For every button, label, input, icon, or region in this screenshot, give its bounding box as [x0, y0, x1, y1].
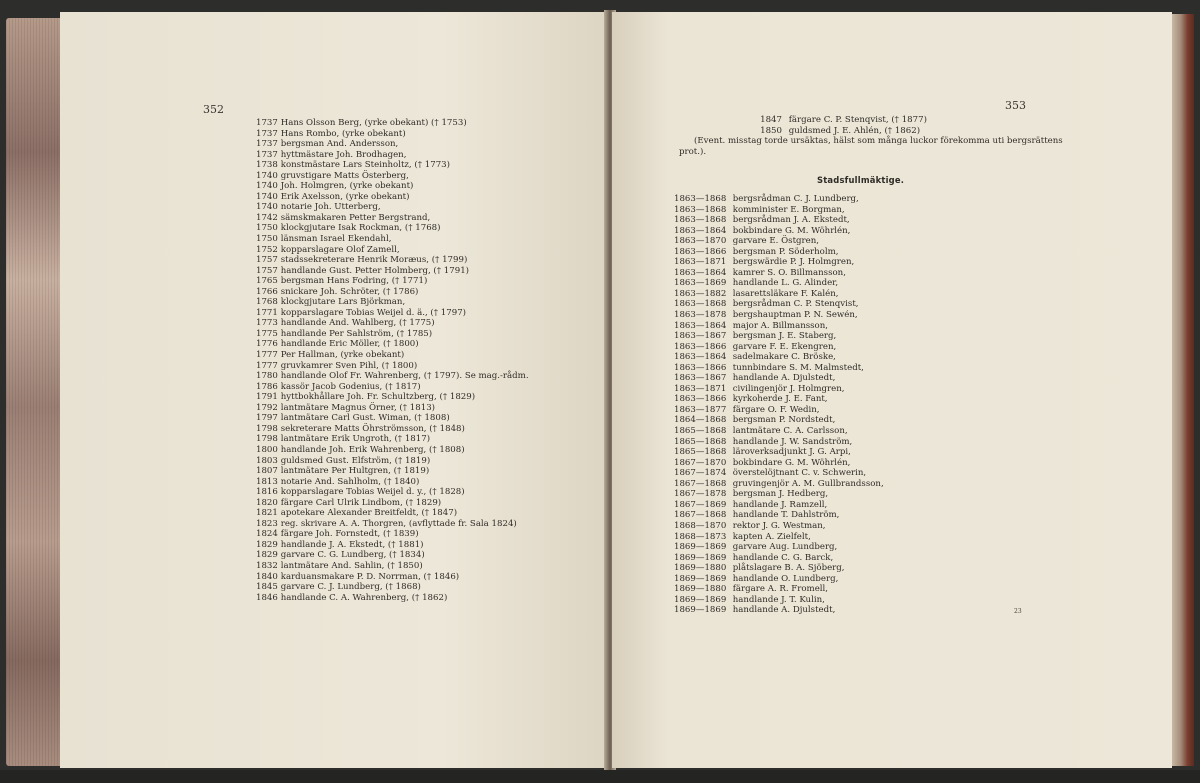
list-entry [256, 550, 529, 561]
list-entry [256, 202, 529, 213]
entry-text: karduansmakare P. D. Norrman, († 1846) [280, 571, 460, 582]
entry-text: handlande C. A. Wahrenberg, († 1862) [280, 592, 448, 603]
entry-year: 1869—1880 [674, 584, 727, 595]
list-entry [256, 150, 529, 161]
entry-year: 1850 [760, 125, 782, 136]
entry-year: 1792 [256, 402, 278, 413]
entry-year: 1867—1874 [674, 468, 727, 479]
note-line-2: prot.). [679, 147, 707, 157]
entry-year: 1863—1868 [674, 204, 727, 215]
entry-text: handlande C. G. Barck, [732, 552, 834, 563]
entry-year: 1863—1864 [674, 267, 727, 278]
entry-year: 1869—1869 [674, 594, 727, 605]
entry-text: handlande L. G. Alinder, [732, 278, 839, 289]
list-entry [256, 287, 529, 298]
list-entry [256, 160, 529, 171]
list-entry [256, 572, 529, 583]
left-entry-list [256, 118, 529, 603]
list-entry [674, 510, 884, 521]
right-page [612, 12, 1172, 768]
entry-text: handlande Per Sahlström, († 1785) [280, 328, 433, 339]
entry-text: handlande T. Dahlström, [732, 510, 840, 521]
entry-year: 1840 [256, 571, 278, 582]
entry-text: hyttmästare Joh. Brodhagen, [280, 149, 407, 160]
entry-year: 1813 [256, 476, 278, 487]
entry-text: kopparslagare Olof Zamell, [280, 244, 400, 255]
entry-year: 1797 [256, 413, 278, 424]
entry-text: guldsmed J. E. Ahlén, († 1862) [788, 125, 921, 136]
list-entry [674, 310, 884, 321]
list-entry [674, 236, 884, 247]
list-entry [256, 466, 529, 477]
list-entry [256, 434, 529, 445]
entry-year: 1798 [256, 423, 278, 434]
entry-text: lantmätare And. Sahlin, († 1850) [280, 560, 423, 571]
entry-year: 1816 [256, 487, 278, 498]
section-heading: Stadsfullmäktige. [817, 175, 905, 185]
left-page [60, 12, 608, 768]
left-page-number: 352 [203, 103, 224, 116]
list-entry [730, 115, 927, 126]
entry-text: snickare Joh. Schröter, († 1786) [280, 286, 419, 297]
right-top-entry-list [730, 115, 927, 136]
list-entry [674, 468, 884, 479]
list-entry [256, 424, 529, 435]
entry-text: lantmätare Magnus Örner, († 1813) [280, 402, 436, 413]
entry-text: lantmätare Carl Gust. Wiman, († 1808) [280, 413, 450, 424]
entry-text: Joh. Holmgren, (yrke obekant) [280, 181, 414, 192]
list-entry [674, 426, 884, 437]
entry-text: garvare Aug. Lundberg, [732, 542, 838, 553]
entry-year: 1863—1866 [674, 394, 727, 405]
list-entry [256, 329, 529, 340]
list-entry [674, 553, 884, 564]
entry-text: guldsmed Gust. Elfström, († 1819) [280, 455, 431, 466]
entry-year: 1752 [256, 244, 278, 255]
entry-text: bergsrådman J. A. Ekstedt, [732, 215, 850, 226]
entry-text: garvare E. Östgren, [732, 236, 819, 247]
entry-year: 1750 [256, 223, 278, 234]
entry-text: garvare F. E. Ekengren, [732, 341, 837, 352]
entry-text: hyttbokhållare Joh. Fr. Schultzberg, († 1829) [280, 392, 476, 403]
entry-text: bergswärdie P. J. Holmgren, [732, 257, 855, 268]
list-entry [674, 257, 884, 268]
entry-text: bokbindare G. M. Wöhrlén, [732, 225, 851, 236]
entry-text: bergsrådman C. P. Stenqvist, [732, 299, 859, 310]
list-entry [256, 519, 529, 530]
entry-text: kyrkoherde J. E. Fant, [732, 394, 828, 405]
entry-year: 1742 [256, 212, 278, 223]
entry-text: Per Hallman, (yrke obekant) [280, 350, 405, 361]
entry-text: gruvstigare Matts Österberg, [280, 170, 409, 181]
list-entry [256, 223, 529, 234]
list-entry [674, 521, 884, 532]
entry-year: 1820 [256, 497, 278, 508]
entry-year: 1757 [256, 255, 278, 266]
list-entry [256, 508, 529, 519]
entry-year: 1863—1867 [674, 331, 727, 342]
list-entry [256, 118, 529, 129]
entry-year: 1863—1866 [674, 341, 727, 352]
list-entry [674, 373, 884, 384]
entry-year: 1780 [256, 371, 278, 382]
list-entry [256, 561, 529, 572]
entry-text: handlande J. A. Ekstedt, († 1881) [280, 539, 424, 550]
entry-year: 1869—1869 [674, 605, 727, 616]
entry-year: 1829 [256, 550, 278, 561]
entry-text: handlande And. Wahlberg, († 1775) [280, 318, 435, 329]
entry-year: 1737 [256, 128, 278, 139]
background-strip [0, 770, 1200, 783]
list-entry [256, 445, 529, 456]
entry-text: handlande Joh. Erik Wahrenberg, († 1808) [280, 444, 465, 455]
entry-text: lasarettsläkare F. Kalén, [732, 288, 839, 299]
entry-text: komminister E. Borgman, [732, 204, 845, 215]
entry-year: 1869—1880 [674, 563, 727, 574]
list-entry [256, 276, 529, 287]
entry-year: 1863—1868 [674, 299, 727, 310]
entry-year: 1869—1869 [674, 542, 727, 553]
list-entry [674, 532, 884, 543]
entry-year: 1777 [256, 350, 278, 361]
entry-year: 1798 [256, 434, 278, 445]
entry-text: färgare Joh. Fornstedt, († 1839) [280, 529, 419, 540]
entry-text: kamrer S. O. Billmansson, [732, 267, 846, 278]
list-entry [256, 593, 529, 604]
entry-year: 1863—1870 [674, 236, 727, 247]
entry-year: 1863—1878 [674, 310, 727, 321]
list-entry [674, 605, 884, 616]
list-entry [674, 415, 884, 426]
entry-text: kopparslagare Tobias Weijel d. y., († 1828) [280, 487, 465, 498]
entry-text: handlande A. Djulstedt, [732, 605, 836, 616]
list-entry [256, 171, 529, 182]
entry-year: 1750 [256, 234, 278, 245]
entry-text: kopparslagare Tobias Weijel d. ä., († 1797) [280, 307, 467, 318]
entry-text: apotekare Alexander Breitfeldt, († 1847) [280, 508, 458, 519]
list-entry [256, 582, 529, 593]
list-entry [674, 595, 884, 606]
entry-text: handlande O. Lundberg, [732, 573, 839, 584]
entry-text: handlande J. W. Sandström, [732, 436, 853, 447]
list-entry [674, 437, 884, 448]
entry-text: garvare C. G. Lundberg, († 1834) [280, 550, 425, 561]
entry-year: 1773 [256, 318, 278, 329]
book-cover-edge [1172, 14, 1194, 766]
entry-text: Erik Axelsson, (yrke obekant) [280, 191, 410, 202]
list-entry [256, 318, 529, 329]
entry-year: 1863—1864 [674, 225, 727, 236]
entry-year: 1800 [256, 444, 278, 455]
entry-year: 1867—1868 [674, 510, 727, 521]
list-entry [674, 205, 884, 216]
entry-year: 1865—1868 [674, 447, 727, 458]
entry-text: major A. Billmansson, [732, 320, 828, 331]
entry-year: 1766 [256, 286, 278, 297]
entry-text: sämskmakaren Petter Bergstrand, [280, 212, 431, 223]
entry-year: 1776 [256, 339, 278, 350]
list-entry [256, 297, 529, 308]
entry-text: Hans Rombo, (yrke obekant) [280, 128, 406, 139]
entry-text: lantmätare C. A. Carlsson, [732, 426, 848, 437]
entry-text: överstelöjtnant C. v. Schwerin, [732, 468, 867, 479]
entry-text: bergshauptman P. N. Sewén, [732, 310, 858, 321]
list-entry [674, 458, 884, 469]
list-entry [730, 126, 927, 137]
entry-text: bergsrådman C. J. Lundberg, [732, 194, 859, 204]
entry-text: handlande Olof Fr. Wahrenberg, († 1797). Se mag.-rådm. [280, 371, 529, 382]
entry-year: 1863—1871 [674, 383, 727, 394]
entry-year: 1868—1870 [674, 520, 727, 531]
list-entry [256, 456, 529, 467]
list-entry [256, 255, 529, 266]
list-entry [674, 299, 884, 310]
list-entry [256, 129, 529, 140]
list-entry [256, 477, 529, 488]
entry-text: bergsman And. Andersson, [280, 139, 399, 150]
list-entry [256, 213, 529, 224]
entry-text: färgare Carl Ulrik Lindbom, († 1829) [280, 497, 442, 508]
entry-text: bergsman P. Söderholm, [732, 246, 839, 257]
entry-year: 1738 [256, 160, 278, 171]
entry-year: 1807 [256, 466, 278, 477]
list-entry [674, 268, 884, 279]
entry-text: färgare C. P. Stenqvist, († 1877) [788, 115, 927, 125]
entry-year: 1777 [256, 360, 278, 371]
list-entry [674, 563, 884, 574]
list-entry [674, 500, 884, 511]
entry-text: handlande A. Djulstedt, [732, 373, 836, 384]
entry-year: 1737 [256, 118, 278, 128]
list-entry [674, 278, 884, 289]
entry-text: bokbindare G. M. Wöhrlén, [732, 457, 851, 468]
list-entry [256, 498, 529, 509]
entry-text: bergsman J. E. Staberg, [732, 331, 837, 342]
list-entry [674, 542, 884, 553]
entry-year: 1768 [256, 297, 278, 308]
entry-text: färgare A. R. Fromell, [732, 584, 829, 595]
entry-text: läroverksadjunkt J. G. Arpi, [732, 447, 851, 458]
entry-year: 1737 [256, 139, 278, 150]
list-entry [674, 363, 884, 374]
entry-year: 1846 [256, 592, 278, 603]
entry-text: gruvkamrer Sven Pihl, († 1800) [280, 360, 418, 371]
list-entry [256, 350, 529, 361]
list-entry [256, 245, 529, 256]
list-entry [256, 371, 529, 382]
entry-year: 1786 [256, 381, 278, 392]
list-entry [674, 479, 884, 490]
list-entry [674, 331, 884, 342]
entry-year: 1868—1873 [674, 531, 727, 542]
list-entry [256, 392, 529, 403]
entry-text: garvare C. J. Lundberg, († 1868) [280, 582, 421, 593]
entry-year: 1803 [256, 455, 278, 466]
list-entry [256, 529, 529, 540]
entry-text: stadssekreterare Henrik Moræus, († 1799) [280, 255, 468, 266]
entry-text: notarie And. Sahlholm, († 1840) [280, 476, 420, 487]
list-entry [674, 194, 884, 205]
entry-text: plåtslagare B. A. Sjöberg, [732, 563, 845, 574]
entry-year: 1863—1868 [674, 194, 727, 204]
list-entry [674, 489, 884, 500]
entry-year: 1775 [256, 328, 278, 339]
entry-year: 1863—1868 [674, 215, 727, 226]
book-page-edges [6, 18, 64, 766]
entry-year: 1740 [256, 191, 278, 202]
list-entry [674, 247, 884, 258]
list-entry [256, 339, 529, 350]
entry-year: 1740 [256, 181, 278, 192]
list-entry [256, 308, 529, 319]
entry-year: 1757 [256, 265, 278, 276]
list-entry [256, 487, 529, 498]
entry-year: 1821 [256, 508, 278, 519]
entry-text: länsman Israel Ekendahl, [280, 234, 392, 245]
entry-year: 1867—1868 [674, 478, 727, 489]
entry-year: 1863—1864 [674, 352, 727, 363]
note-line-1: (Event. misstag torde ursäktas, hälst som många luckor förekomma uti bergsrättens [694, 136, 1063, 146]
entry-text: handlande J. Ramzell, [732, 499, 828, 510]
entry-text: kassör Jacob Godenius, († 1817) [280, 381, 421, 392]
right-page-number: 353 [1005, 99, 1026, 112]
entry-year: 1863—1882 [674, 288, 727, 299]
list-entry [674, 394, 884, 405]
entry-year: 1771 [256, 307, 278, 318]
entry-year: 1867—1878 [674, 489, 727, 500]
entry-year: 1864—1868 [674, 415, 727, 426]
list-entry [256, 540, 529, 551]
entry-year: 1863—1871 [674, 257, 727, 268]
entry-year: 1869—1869 [674, 552, 727, 563]
list-entry [674, 574, 884, 585]
entry-text: handlande Gust. Petter Holmberg, († 1791) [280, 265, 470, 276]
list-entry [256, 192, 529, 203]
entry-text: civilingenjör J. Holmgren, [732, 383, 845, 394]
list-entry [674, 289, 884, 300]
entry-year: 1869—1869 [674, 573, 727, 584]
list-entry [674, 352, 884, 363]
entry-year: 1865—1868 [674, 436, 727, 447]
entry-year: 1829 [256, 539, 278, 550]
entry-text: kapten A. Zielfelt, [732, 531, 811, 542]
entry-text: notarie Joh. Utterberg, [280, 202, 381, 213]
entry-text: färgare O. F. Wedin, [732, 404, 820, 415]
entry-text: gruvingenjör A. M. Gullbrandsson, [732, 478, 884, 489]
entry-year: 1740 [256, 170, 278, 181]
entry-text: klockgjutare Lars Björkman, [280, 297, 406, 308]
printer-signature: 23 [1014, 608, 1022, 615]
list-entry [674, 405, 884, 416]
entry-year: 1863—1864 [674, 320, 727, 331]
stadsfullmaktige-list [674, 194, 884, 616]
entry-text: klockgjutare Isak Rockman, († 1768) [280, 223, 441, 234]
entry-text: bergsman Hans Fodring, († 1771) [280, 276, 428, 287]
list-entry [256, 139, 529, 150]
entry-year: 1765 [256, 276, 278, 287]
list-entry [256, 266, 529, 277]
entry-text: bergsman P. Nordstedt, [732, 415, 836, 426]
entry-year: 1863—1867 [674, 373, 727, 384]
entry-text: lantmätare Erik Ungroth, († 1817) [280, 434, 431, 445]
entry-year: 1863—1866 [674, 246, 727, 257]
entry-year: 1740 [256, 202, 278, 213]
entry-year: 1863—1877 [674, 404, 727, 415]
entry-text: handlande Eric Möller, († 1800) [280, 339, 419, 350]
entry-year: 1823 [256, 518, 278, 529]
list-entry [674, 215, 884, 226]
entry-text: konstmästare Lars Steinholtz, († 1773) [280, 160, 450, 171]
entry-year: 1824 [256, 529, 278, 540]
list-entry [674, 384, 884, 395]
entry-text: sadelmakare C. Bröske, [732, 352, 836, 363]
entry-year: 1863—1866 [674, 362, 727, 373]
entry-year: 1863—1869 [674, 278, 727, 289]
list-entry [256, 413, 529, 424]
entry-text: sekreterare Matts Öhrströmsson, († 1848) [280, 423, 465, 434]
entry-text: lantmätare Per Hultgren, († 1819) [280, 466, 430, 477]
list-entry [674, 342, 884, 353]
list-entry [674, 447, 884, 458]
list-entry [256, 181, 529, 192]
entry-year: 1791 [256, 392, 278, 403]
entry-text: bergsman J. Hedberg, [732, 489, 829, 500]
list-entry [256, 361, 529, 372]
entry-year: 1867—1869 [674, 499, 727, 510]
entry-year: 1832 [256, 560, 278, 571]
entry-year: 1865—1868 [674, 426, 727, 437]
entry-text: handlande J. T. Kulin, [732, 594, 825, 605]
entry-text: Hans Olsson Berg, (yrke obekant) († 1753) [280, 118, 467, 128]
entry-year: 1845 [256, 582, 278, 593]
list-entry [256, 382, 529, 393]
entry-year: 1867—1870 [674, 457, 727, 468]
entry-text: reg. skrivare A. A. Thorgren, (avflyttade fr. Sala 1824) [280, 518, 517, 529]
list-entry [674, 321, 884, 332]
list-entry [674, 226, 884, 237]
list-entry [256, 403, 529, 414]
entry-year: 1847 [760, 115, 782, 125]
list-entry [256, 234, 529, 245]
entry-year: 1737 [256, 149, 278, 160]
list-entry [674, 584, 884, 595]
entry-text: tunnbindare S. M. Malmstedt, [732, 362, 864, 373]
entry-text: rektor J. G. Westman, [732, 520, 826, 531]
